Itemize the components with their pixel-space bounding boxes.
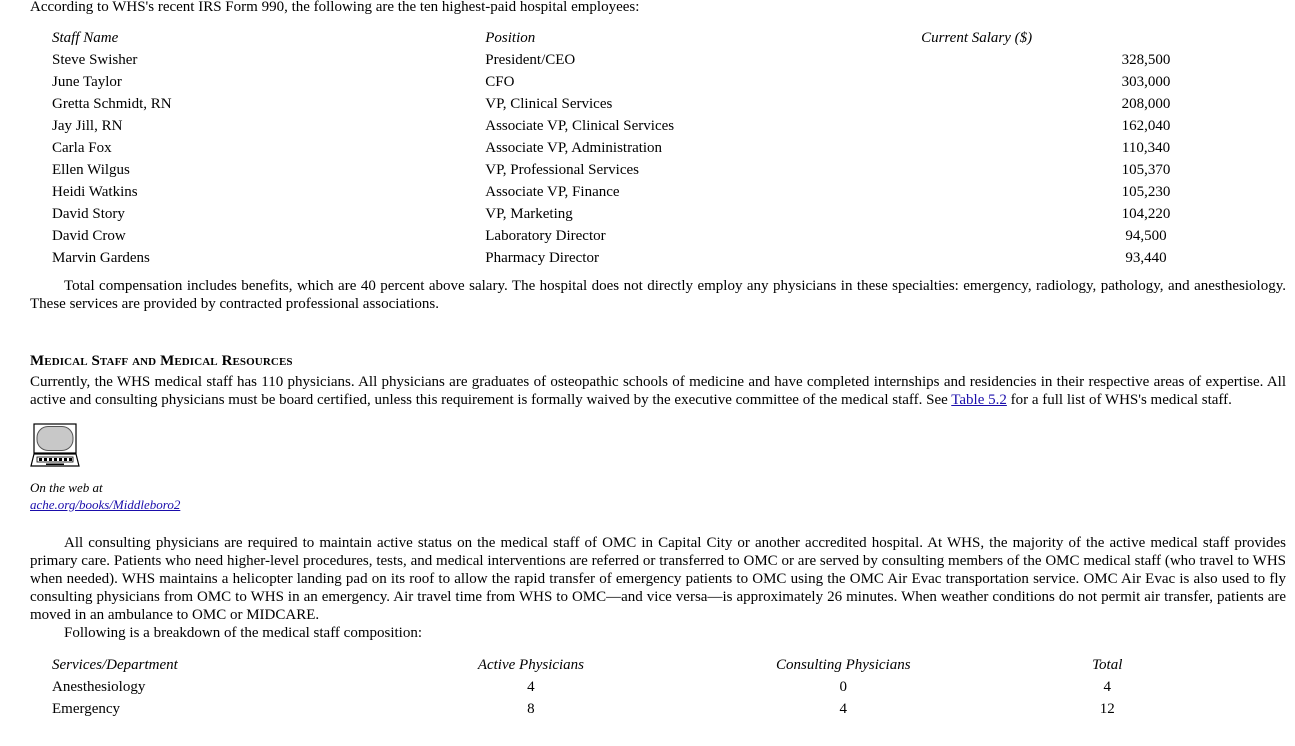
table-header-row [50, 27, 1175, 49]
department-cell: Emergency [52, 700, 121, 717]
intro-text: According to WHS's recent IRS Form 990, the following are the ten highest-paid hospital employees: [30, 0, 640, 15]
staff-name-cell: Jay Jill, RN [52, 117, 123, 134]
paragraph-text-end: for a full list of WHS's medical staff. [1006, 392, 1232, 408]
table-row [50, 137, 1175, 159]
position-cell: Pharmacy Director [485, 249, 599, 266]
staff-salary-table [50, 27, 1175, 269]
salary-value: 162,040 [1121, 117, 1171, 134]
staff-name-cell: Marvin Gardens [52, 249, 150, 266]
medical-staff-paragraph [30, 373, 1286, 409]
total-cell: 12 [1099, 700, 1115, 717]
staff-name-cell: June Taylor [52, 73, 122, 90]
staff-name-cell: Carla Fox [52, 139, 112, 156]
staff-name-cell: Steve Swisher [52, 51, 138, 68]
salary-cell [917, 49, 1175, 71]
header-consulting: Consulting Physicians [775, 656, 911, 673]
header-total: Total [1092, 656, 1123, 673]
active-cell: 8 [527, 700, 535, 717]
position-cell: Laboratory Director [485, 227, 606, 244]
web-caption-label: On the web at [30, 480, 103, 495]
header-salary: Current Salary ($) [921, 29, 1033, 46]
staff-name-cell: David Crow [52, 227, 126, 244]
header-active: Active Physicians [477, 656, 585, 673]
position-cell: President/CEO [485, 51, 576, 68]
table-row [50, 698, 1190, 720]
table-row [50, 49, 1175, 71]
breakdown-intro: Following is a breakdown of the medical staff composition: [64, 625, 422, 641]
salary-value: 105,370 [1121, 161, 1171, 178]
table-row [50, 71, 1175, 93]
table-row [50, 225, 1175, 247]
position-cell: CFO [485, 73, 515, 90]
salary-cell [917, 137, 1175, 159]
department-cell: Anesthesiology [52, 678, 146, 695]
compensation-paragraph: Total compensation includes benefits, which are 40 percent above salary. The hospital does not directly employ any physicians in these specialties: emergency, radiology, pathology, and anesthesiology. These services are provided by contracted professional associations. [30, 278, 1286, 312]
salary-cell [917, 115, 1175, 137]
salary-value: 110,340 [1121, 139, 1171, 156]
web-link[interactable]: ache.org/books/Middleboro2 [30, 497, 181, 512]
salary-value: 94,500 [1125, 227, 1167, 244]
staff-name-cell: Gretta Schmidt, RN [52, 95, 172, 112]
salary-cell [917, 93, 1175, 115]
salary-cell [917, 159, 1175, 181]
salary-value: 303,000 [1121, 73, 1171, 90]
on-the-web-box [30, 423, 1286, 513]
salary-cell [917, 225, 1175, 247]
position-cell: VP, Professional Services [485, 161, 639, 178]
paragraph-text: Currently, the WHS medical staff has 110 physicians. All physicians are graduates of osteopathic schools of medicine and have completed internships and residencies in their respective areas of expertise. All active and consulting physicians must be board certified, unless this requirement is formally waived by the executive committee of the medical staff. See [30, 374, 1286, 408]
active-cell: 4 [527, 678, 535, 695]
header-department: Services/Department [52, 656, 178, 673]
section-heading: Medical Staff and Medical Resources [30, 353, 293, 369]
table-row [50, 93, 1175, 115]
consulting-cell: 0 [839, 678, 848, 695]
table-5-2-link[interactable]: Table 5.2 [951, 392, 1007, 408]
total-cell: 4 [1103, 678, 1111, 695]
salary-value: 328,500 [1121, 51, 1171, 68]
document-page [30, 0, 1286, 720]
medical-table-body [50, 676, 1190, 720]
table-row [50, 676, 1190, 698]
laptop-icon [30, 423, 80, 469]
salary-value: 104,220 [1121, 205, 1171, 222]
consulting-paragraph: All consulting physicians are required to maintain active status on the medical staff of OMC in Capital City or another accredited hospital. At WHS, the majority of the active medical staff provides primary care. Patients who need higher-level procedures, tests, and medical interventions are referred or transferred to OMC or are served by consulting members of the OMC medical staff (who travel to WHS when needed). WHS maintains a helicopter landing pad on its roof to allow the rapid transfer of emergency patients to OMC using the OMC Air Evac transportation service. OMC Air Evac is also used to fly consulting physicians from OMC to WHS in an emergency. Air travel time from WHS to OMC—and vice versa—is approximately 26 minutes. When weather conditions do not permit air transfer, patients are moved in an ambulance to OMC or MIDCARE. [30, 535, 1286, 623]
salary-value: 93,440 [1125, 249, 1167, 266]
position-cell: Associate VP, Clinical Services [485, 117, 675, 134]
table-row [50, 159, 1175, 181]
salary-cell [917, 203, 1175, 225]
table-row [50, 247, 1175, 269]
staff-name-cell: Ellen Wilgus [52, 161, 130, 178]
salary-cell [917, 247, 1175, 269]
position-cell: Associate VP, Finance [485, 183, 620, 200]
salary-cell [917, 181, 1175, 203]
salary-cell [917, 71, 1175, 93]
position-cell: Associate VP, Administration [485, 139, 663, 156]
staff-name-cell: Heidi Watkins [52, 183, 138, 200]
staff-name-cell: David Story [52, 205, 125, 222]
table-header-row [50, 654, 1190, 676]
staff-table-body [50, 49, 1175, 269]
header-position: Position [485, 29, 536, 46]
salary-value: 208,000 [1121, 95, 1171, 112]
salary-value: 105,230 [1121, 183, 1171, 200]
table-row [50, 203, 1175, 225]
consulting-cell: 4 [839, 700, 848, 717]
medical-staff-table [50, 654, 1190, 720]
position-cell: VP, Clinical Services [485, 95, 613, 112]
header-staff-name: Staff Name [52, 29, 119, 46]
web-caption [30, 479, 1286, 513]
table-row [50, 115, 1175, 137]
position-cell: VP, Marketing [485, 205, 573, 222]
table-row [50, 181, 1175, 203]
